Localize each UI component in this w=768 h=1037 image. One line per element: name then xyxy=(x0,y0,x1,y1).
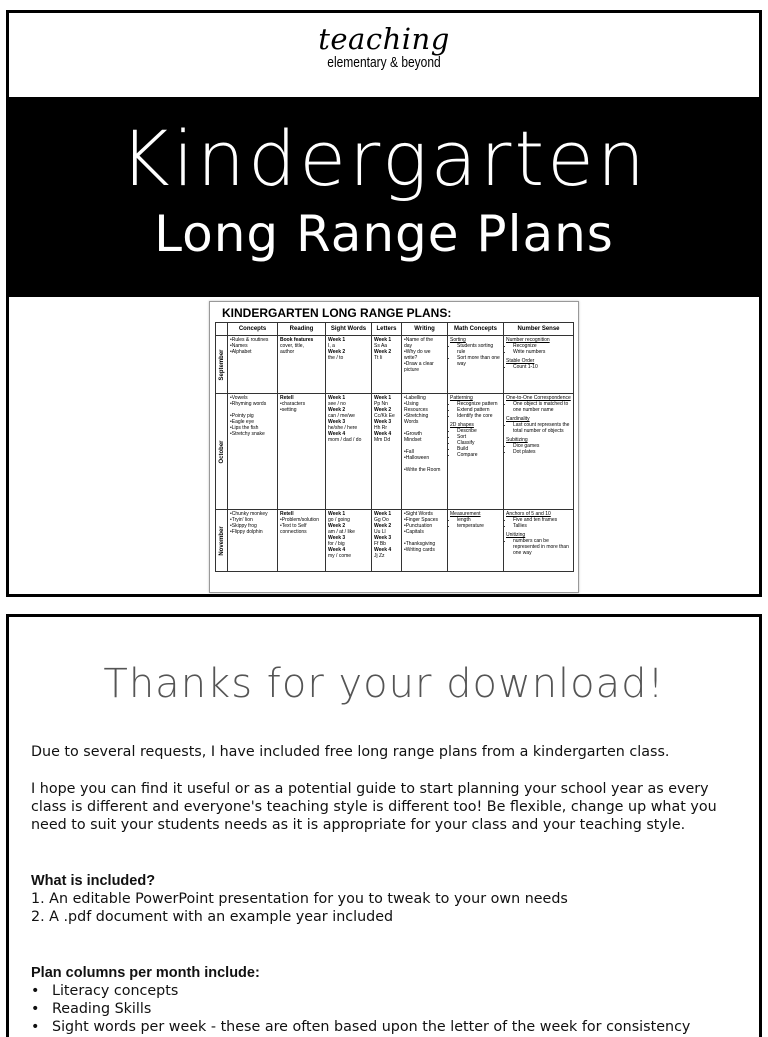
number-heading: One-to-One Correspondence xyxy=(506,395,571,401)
cell-list-item: • Describe xyxy=(457,428,501,434)
cell-line: Pp Nn xyxy=(374,401,388,407)
cell-list-item: • Tallies xyxy=(513,523,571,529)
brand-line1: teaching xyxy=(318,22,450,56)
month-label-september: September xyxy=(218,348,225,381)
cell-line: see / no xyxy=(328,401,346,407)
brand-logo xyxy=(9,22,759,71)
cell-line: Week 2 xyxy=(328,407,346,413)
number-list xyxy=(506,517,571,529)
cell-line: Week 3 xyxy=(328,419,346,425)
cell-list-item: • Students sorting rule xyxy=(457,343,501,355)
number-heading: Number recognition xyxy=(506,337,550,343)
cell-line: day xyxy=(404,343,413,349)
cell-line: •Thanksgiving xyxy=(404,541,436,547)
cell-line: connections xyxy=(280,529,307,535)
columns-item: • Sight words per week - these are often based upon the letter of the week for consistency xyxy=(31,1018,735,1036)
cell-line: •Flippy dolphin xyxy=(230,529,263,535)
cell-line: •Writing cards xyxy=(404,547,435,553)
cell-line: •Vowels xyxy=(230,395,248,401)
cell-list-item: • Recognize pattern xyxy=(457,401,501,407)
cell-line: •Finger Spaces xyxy=(404,517,438,523)
number-list xyxy=(506,364,571,370)
header-sight-words: Sight Words xyxy=(326,323,372,336)
cell-line: cover, title, xyxy=(280,343,304,349)
cell-line: •Sight Words xyxy=(404,511,433,517)
cell-line: Cc/Kk Ee xyxy=(374,413,395,419)
cell-line: Week 2 xyxy=(328,523,346,529)
plan-preview-sheet xyxy=(209,301,579,593)
header-number-sense: Number Sense xyxy=(504,323,574,336)
columns-heading: Plan columns per month include: xyxy=(31,965,260,981)
cell-math xyxy=(448,394,504,510)
cell-line: Ff Bb xyxy=(374,541,386,547)
banner-subtitle: Long Range Plans xyxy=(154,205,614,263)
cell-line: •Punctuation xyxy=(404,523,433,529)
cell-writing xyxy=(402,336,448,394)
number-list xyxy=(506,422,571,434)
paragraph-requests: Due to several requests, I have included free long range plans from a kindergarten class. xyxy=(31,744,670,760)
number-list xyxy=(506,401,571,413)
thanks-heading: Thanks for your download! xyxy=(103,661,665,707)
cell-line: Week 2 xyxy=(374,407,392,413)
cell-line: •Text to Self xyxy=(280,523,307,529)
cell-line: Mindset xyxy=(404,437,422,443)
cell-line: •Stretching xyxy=(404,413,429,419)
paragraph-guide: I hope you can find it useful or as a potential guide to start planning your school year as every class is different and everyone's teaching style is different too! Be flexible, change up what you need to suit your students needs as it is appropriate for your class and your teaching style. xyxy=(31,781,717,833)
cell-sight xyxy=(326,510,372,572)
cell-line: •Pointy pig xyxy=(230,413,254,419)
cover-card xyxy=(6,10,762,597)
corner-cell xyxy=(216,323,228,336)
cell-list-item: • One object is matched to one number name xyxy=(513,401,571,413)
cell-line: Book features xyxy=(280,337,314,343)
cell-line: Mm Dd xyxy=(374,437,391,443)
cell-line: Week 2 xyxy=(374,523,392,529)
banner-title: Kindergarten xyxy=(119,114,649,203)
cell-line: Ss Aa xyxy=(374,343,388,349)
cell-line: Retell xyxy=(280,511,294,517)
sheet-title: KINDERGARTEN LONG RANGE PLANS: xyxy=(222,306,452,320)
included-item: 1. An editable PowerPoint presentation for you to tweak to your own needs xyxy=(31,891,568,907)
header-writing: Writing xyxy=(402,323,448,336)
cell-line: mom / dad / do xyxy=(328,437,362,443)
cell-concepts xyxy=(228,394,278,510)
cell-line: •Write the Room xyxy=(404,467,441,473)
info-body xyxy=(31,743,735,1036)
cell-line: •Growth xyxy=(404,431,422,437)
cell-line: •Rules & routines xyxy=(230,337,269,343)
cell-list-item: • Dot plates xyxy=(513,449,571,455)
math-list xyxy=(450,428,501,458)
cell-line: •Labelling xyxy=(404,395,426,401)
cell-list-item: • length xyxy=(457,517,501,523)
plan-header-row xyxy=(216,323,574,336)
month-cell xyxy=(216,336,228,394)
cell-line: •Alphabet xyxy=(230,349,252,355)
header-letters: Letters xyxy=(372,323,402,336)
number-heading: Unitizing xyxy=(506,532,526,538)
cell-line: go / going xyxy=(328,517,350,523)
number-heading: Stable Order xyxy=(506,358,535,364)
cell-list-item: • Count 1-10 xyxy=(513,364,571,370)
cell-letters xyxy=(372,336,402,394)
math-heading: Sorting xyxy=(450,337,466,343)
cell-math xyxy=(448,510,504,572)
cell-line: Week 1 xyxy=(374,395,392,401)
cell-sight xyxy=(326,394,372,510)
cell-letters xyxy=(372,394,402,510)
cell-list-item: • Compare xyxy=(457,452,501,458)
cell-line: Week 1 xyxy=(374,511,392,517)
cell-list-item: • temperature xyxy=(457,523,501,529)
cell-line: •Names xyxy=(230,343,248,349)
cell-list-item: • Sort xyxy=(457,434,501,440)
cell-line: •Draw a clear xyxy=(404,361,434,367)
cell-line: author xyxy=(280,349,295,355)
cell-number-sense xyxy=(504,394,574,510)
row-september xyxy=(216,336,574,394)
math-heading: Measurement xyxy=(450,511,481,517)
cell-list-item: • Last count represents the total number of objects xyxy=(513,422,571,434)
cell-line: can / me/we xyxy=(328,413,355,419)
cell-line: picture xyxy=(404,367,420,373)
number-list xyxy=(506,443,571,455)
cell-line: Jj Zz xyxy=(374,553,385,559)
cell-line: Week 4 xyxy=(374,431,392,437)
cell-letters xyxy=(372,510,402,572)
month-label-october: October xyxy=(218,439,225,464)
math-list xyxy=(450,343,501,367)
cell-line: Uu Ll xyxy=(374,529,386,535)
cell-line: Week 1 xyxy=(328,511,346,517)
columns-list xyxy=(31,982,735,1036)
month-cell xyxy=(216,394,228,510)
cell-line: •Halloween xyxy=(404,455,430,461)
header-concepts: Concepts xyxy=(228,323,278,336)
cell-line: Week 2 xyxy=(328,349,346,355)
cell-list-item: • Dice games xyxy=(513,443,571,449)
cell-line: •Eagle eye xyxy=(230,419,254,425)
header-reading: Reading xyxy=(278,323,326,336)
cell-line: •Stretchy snake xyxy=(230,431,265,437)
row-november xyxy=(216,510,574,572)
cell-line: •Why do we xyxy=(404,349,431,355)
math-heading: 2D shapes xyxy=(450,422,474,428)
number-list xyxy=(506,343,571,355)
cell-line: write? xyxy=(404,355,418,361)
cell-writing xyxy=(402,394,448,510)
math-list xyxy=(450,517,501,529)
cell-list-item: • Recognize xyxy=(513,343,571,349)
cell-line: Hh Rr xyxy=(374,425,388,431)
cell-line: •characters xyxy=(280,401,306,407)
header-math-concepts: Math Concepts xyxy=(448,323,504,336)
cell-line: Week 3 xyxy=(374,419,392,425)
number-heading: Subitizing xyxy=(506,437,528,443)
cell-line: Week 1 xyxy=(328,337,346,343)
number-heading: Anchors of 5 and 10 xyxy=(506,511,551,517)
cell-line: I, a xyxy=(328,343,335,349)
cell-line: •Lips the fish xyxy=(230,425,259,431)
math-heading: Patterning xyxy=(450,395,473,401)
cell-list-item: • Classify xyxy=(457,440,501,446)
cell-line: •setting xyxy=(280,407,297,413)
cell-line: •Chunky monkey xyxy=(230,511,268,517)
cell-line: for / big xyxy=(328,541,345,547)
title-banner xyxy=(9,97,759,297)
cell-line: •Fall xyxy=(404,449,414,455)
cell-line: Week 3 xyxy=(328,535,346,541)
number-list xyxy=(506,538,571,556)
cell-line: •Capitals xyxy=(404,529,424,535)
cell-sight xyxy=(326,336,372,394)
info-card xyxy=(6,614,762,1037)
month-label-november: November xyxy=(218,525,225,556)
cell-reading xyxy=(278,510,326,572)
cell-number-sense xyxy=(504,510,574,572)
cell-line: am / at / like xyxy=(328,529,355,535)
cell-line: he/she / here xyxy=(328,425,358,431)
cell-line: Retell xyxy=(280,395,294,401)
cell-line: Week 4 xyxy=(374,547,392,553)
included-heading: What is included? xyxy=(31,873,156,889)
cell-line: my / come xyxy=(328,553,352,559)
cell-writing xyxy=(402,510,448,572)
cell-list-item: • Sort more than one way xyxy=(457,355,501,367)
cell-line: Resources xyxy=(404,407,428,413)
cell-line: Week 1 xyxy=(328,395,346,401)
cell-line: •Name of the xyxy=(404,337,433,343)
cell-line: Week 2 xyxy=(374,349,392,355)
number-heading: Cardinality xyxy=(506,416,530,422)
cell-reading xyxy=(278,336,326,394)
math-list xyxy=(450,401,501,419)
month-cell xyxy=(216,510,228,572)
cell-math xyxy=(448,336,504,394)
plan-table xyxy=(215,322,574,572)
cell-line: •Using xyxy=(404,401,419,407)
cell-list-item: • Identify the core xyxy=(457,413,501,419)
cell-line: Week 1 xyxy=(374,337,392,343)
cell-line: Gg Oo xyxy=(374,517,389,523)
cell-line: •Skippy frog xyxy=(230,523,257,529)
cell-line: Tt Ii xyxy=(374,355,383,361)
columns-item: • Reading Skills xyxy=(31,1000,735,1018)
brand-line2: elementary & beyond xyxy=(327,53,441,71)
cell-line: Words xyxy=(404,419,419,425)
cell-number-sense xyxy=(504,336,574,394)
cell-line: Week 3 xyxy=(374,535,392,541)
cell-list-item: • Write numbers xyxy=(513,349,571,355)
cell-line: •Tryin' lion xyxy=(230,517,253,523)
cell-list-item: • Extend pattern xyxy=(457,407,501,413)
cell-concepts xyxy=(228,510,278,572)
cell-line: •Problem/solution xyxy=(280,517,319,523)
cell-line: •Rhyming words xyxy=(230,401,267,407)
cell-list-item: • Five and ten frames xyxy=(513,517,571,523)
cell-line: Week 4 xyxy=(328,547,346,553)
columns-item: • Literacy concepts xyxy=(31,982,735,1000)
included-item: 2. A .pdf document with an example year included xyxy=(31,909,394,925)
cell-line: Week 4 xyxy=(328,431,346,437)
cell-list-item: • numbers can be represented in more than one way xyxy=(513,538,571,556)
cell-list-item: • Build xyxy=(457,446,501,452)
cell-concepts xyxy=(228,336,278,394)
cell-reading xyxy=(278,394,326,510)
cell-line: the / to xyxy=(328,355,344,361)
row-october xyxy=(216,394,574,510)
